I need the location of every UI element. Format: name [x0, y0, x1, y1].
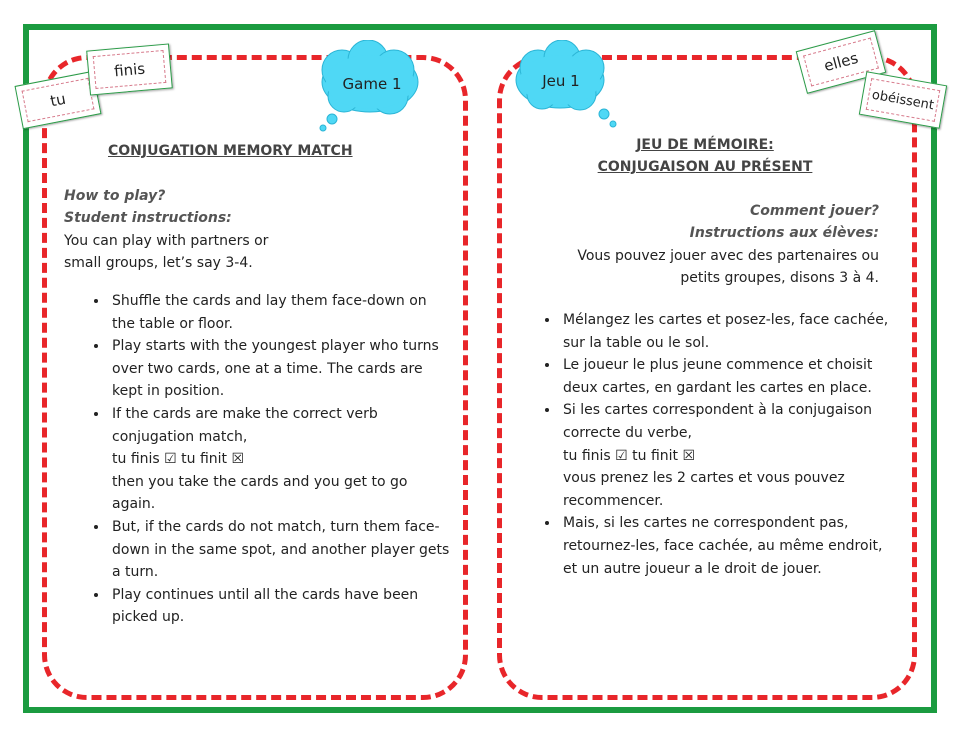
left-intro-line-1: You can play with partners or — [64, 233, 269, 249]
right-intro-line-1: Vous pouvez jouer avec des partenaires ou — [577, 248, 879, 264]
list-item: • Play continues until all the cards have been picked up. — [109, 584, 450, 629]
list-item: • Mélangez les cartes et posez-les, face cachée, sur la table ou le sol. — [560, 309, 890, 354]
list-item: • If the cards are make the correct verb conjugation match, tu finis ☑ tu finit ☒ then you take the cards and you get to go again. — [109, 403, 450, 516]
left-how-to-play: How to play? — [64, 188, 166, 204]
left-student-instructions: Student instructions: — [64, 210, 232, 226]
cloud-game-1 — [308, 40, 424, 136]
left-bullet-list — [65, 290, 450, 629]
right-title-line-2: CONJUGAISON AU PRÉSENT — [597, 159, 813, 175]
right-bullet-list — [510, 309, 890, 580]
list-item: • But, if the cards do not match, turn them face-down in the same spot, and another player gets a turn. — [109, 516, 450, 584]
right-title-line-1: JEU DE MÉMOIRE: — [636, 137, 774, 153]
list-item: • Le joueur le plus jeune commence et choisit deux cartes, en gardant les cartes en place. — [560, 354, 890, 399]
word-card-elles: elles — [796, 30, 887, 94]
conjugation-example: tu finis ☑ tu finit ☒ — [112, 451, 245, 468]
right-how-to-play: Comment jouer? — [749, 203, 879, 219]
conjugation-example: tu finis ☑ tu finit ☒ — [563, 447, 696, 464]
word-card-obeissent: obéissent — [859, 71, 947, 129]
right-intro-line-2: petits groupes, disons 3 à 4. — [680, 270, 879, 286]
right-student-instructions: Instructions aux élèves: — [689, 225, 879, 241]
left-title: CONJUGATION MEMORY MATCH — [108, 143, 353, 159]
list-item: • Si les cartes correspondent à la conjugaison correcte du verbe, tu finis ☑ tu finit ☒ vous prenez les 2 cartes et vous pouvez recommencer. — [560, 399, 890, 512]
list-item: • Shuffle the cards and lay them face-down on the table or floor. — [109, 290, 450, 335]
cloud-label: Game 1 — [342, 75, 402, 93]
left-intro-line-2: small groups, let’s say 3-4. — [64, 255, 253, 271]
word-card-finis: finis — [86, 43, 173, 95]
word-card-tu: tu — [15, 71, 102, 129]
list-item: • Mais, si les cartes ne correspondent pas, retournez-les, face cachée, au même endroit, et un autre joueur a le droit de jouer. — [560, 512, 890, 580]
cloud-jeu-1 — [512, 40, 628, 136]
list-item: • Play starts with the youngest player who turns over two cards, one at a time. The cards are kept in position. — [109, 335, 450, 403]
cloud-label: Jeu 1 — [542, 72, 580, 90]
